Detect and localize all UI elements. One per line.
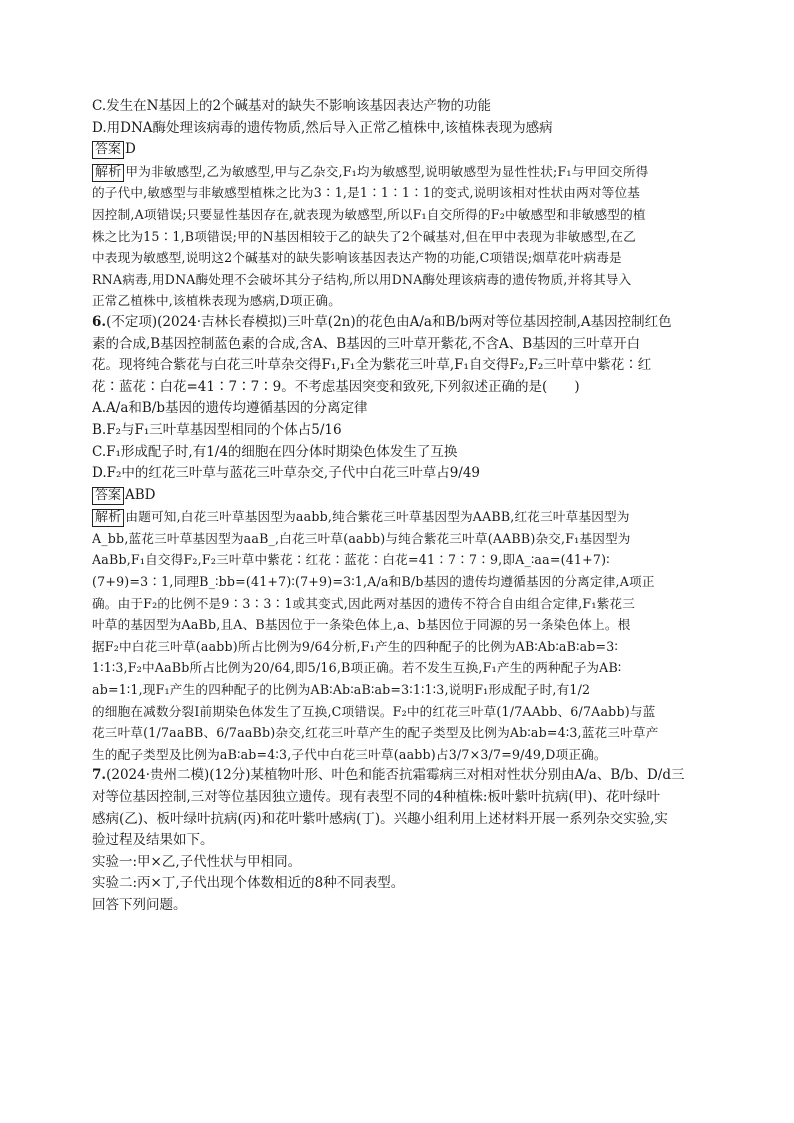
q6-option-b: B.F₂与F₁三叶草基因型相同的个体占5/16 [92,421,342,438]
q7-stem-line: 对等位基因控制,三对等位基因独立遗传。现有表型不同的4种植株:板叶紫叶抗病(甲)、花叶绿叶 [92,789,660,805]
q5-explanation-line: 中表现为敏感型,说明这2个碱基对的缺失影响该基因表达产物的功能,C项错误;烟草花叶病毒是 [92,250,622,266]
q5-option-d: D.用DNA酶处理该病毒的遗传物质,然后导入正常乙植株中,该植株表现为感病 [92,119,553,136]
q7-experiment-2: 实验二:丙×丁,子代出现个体数相近的8种不同表型。 [92,875,405,892]
answer-tag: 答案 [92,487,124,505]
q6-explanation-line: AaBb,F₁自交得F₂,F₂三叶草中紫花∶红花∶蓝花∶白花=41∶7∶7∶9,即A_∶aa=(41+7)∶ [92,552,610,568]
q5-explanation-line: RNA病毒,用DNA酶处理不会破坏其分子结构,所以用DNA酶处理该病毒的遗传物质,并将其导入 [92,271,632,287]
q6-stem-line: 6.(不定项)(2024·吉林长春模拟)三叶草(2n)的花色由A/a和B/b两对等位基因控制,A基因控制红色 [92,313,672,330]
document-page [92,96,708,917]
q5-explanation-line: 正常乙植株中,该植株表现为感病,D项正确。 [92,293,341,309]
q6-option-c: C.F₁形成配子时,有1/4的细胞在四分体时期染色体发生了互换 [92,443,458,460]
q6-explanation-line: 的细胞在减数分裂Ⅰ前期染色体发生了互换,C项错误。F₂中的红花三叶草(1/7AAbb、6/7Aabb)与蓝 [92,703,656,719]
q5-answer [92,139,708,161]
q6-stem-line: 花。现将纯合紫花与白花三叶草杂交得F₁,F₁全为紫花三叶草,F₁自交得F₂,F₂三叶草中紫花∶红 [92,357,652,374]
q6-explanation [92,506,708,765]
q6-answer [92,485,708,507]
q6-explanation-line: 解析 由题可知,白花三叶草基因型为aabb,纯合紫花三叶草基因型为AABB,红花三叶草基因型为 [92,506,708,528]
q6-option-a: A.A/a和B/b基因的遗传均遵循基因的分离定律 [92,400,368,417]
q6-stem [92,312,708,398]
q6-option-d: D.F₂中的红花三叶草与蓝花三叶草杂交,子代中白花三叶草占9/49 [92,465,481,482]
q5-explanation-line: 因控制,A项错误;只要显性基因存在,就表现为敏感型,所以F₁自交所得的F₂中敏感型和非敏感型的植 [92,206,646,222]
q6-explanation-line: 1∶1∶3,F₂中AaBb所占比例为20/64,即5/16,B项正确。若不发生互换,F₁产生的两种配子为AB∶ [92,660,622,676]
q6-stem-line: 素的合成,B基因控制蓝色素的合成,含A、B基因的三叶草开紫花,不含A、B基因的三叶草开白 [92,335,641,352]
q7-stem-line: 验过程及结果如下。 [92,832,214,849]
q7-prompt: 回答下列问题。 [92,896,187,913]
q6-stem-line: 花∶蓝花∶白花=41∶7∶7∶9。不考虑基因突变和致死,下列叙述正确的是( ) [92,378,580,395]
q7-stem-line: 7.(2024·贵州二模)(12分)某植物叶形、叶色和能否抗霜霉病三对相对性状分别由A/a、B/b、D/d三 [92,767,685,784]
explain-tag: 解析 [92,509,124,527]
q6-explanation-line: ab=1∶1,现F₁产生的四种配子的比例为AB∶Ab∶aB∶ab=3∶1∶1∶3,说明F₁形成配子时,有1/2 [92,682,591,698]
q7-experiment-1: 实验一:甲×乙,子代性状与甲相同。 [92,853,302,870]
explain-tag: 解析 [92,164,124,182]
q7-stem-line: 感病(乙)、板叶绿叶抗病(丙)和花叶紫叶感病(丁)。兴趣小组利用上述材料开展一系列杂交实验,实 [92,810,668,827]
q5-explanation [92,161,708,312]
q5-explanation-line: 株之比为15∶1,B项错误;甲的N基因相较于乙的缺失了2个碱基对,但在甲中表现为非敏感型,在乙 [92,228,636,244]
q6-number: 6. [92,313,107,330]
q5-explanation-line: 的子代中,敏感型与非敏感型植株之比为3∶1,是1∶1∶1∶1的变式,说明该相对性状由两对等位基 [92,185,641,201]
q5-explanation-line: 解析 甲为非敏感型,乙为敏感型,甲与乙杂交,F₁均为敏感型,说明敏感型为显性性状;F₁与甲回交所得 [92,161,708,183]
answer-tag: 答案 [92,141,124,159]
q6-explanation-line: 生的配子类型及比例为aB∶ab=4∶3,子代中白花三叶草(aabb)占3/7×3/7=9/49,D项正确。 [92,746,607,762]
q6-answer-value: ABD [125,486,156,503]
q6-explanation-line: A_bb,蓝花三叶草基因型为aaB_,白花三叶草(aabb)与纯合紫花三叶草(AABB)杂交,F₁基因型为 [92,530,631,546]
q6-explanation-line: 据F₂中白花三叶草(aabb)所占比例为9/64分析,F₁产生的四种配子的比例为AB∶Ab∶aB∶ab=3∶ [92,638,618,654]
q7-number: 7. [92,767,107,784]
q5-answer-value: D [125,141,136,158]
q6-explanation-line: (7+9)=3∶1,同理B_∶bb=(41+7)∶(7+9)=3∶1,A/a和B/b基因的遗传均遵循基因的分离定律,A项正 [92,574,655,590]
q6-explanation-line: 花三叶草(1/7aaBB、6/7aaBb)杂交,红花三叶草产生的配子类型及比例为Ab∶ab=4∶3,蓝花三叶草产 [92,725,659,741]
q7-stem [92,765,708,851]
q6-explanation-line: 叶草的基因型为AaBb,且A、B基因位于一条染色体上,a、b基因位于同源的另一条染色体上。根 [92,617,631,633]
q6-explanation-line: 确。由于F₂的比例不是9∶3∶3∶1或其变式,因此两对基因的遗传不符合自由组合定律,F₁紫花三 [92,595,635,611]
q5-option-c: C.发生在N基因上的2个碱基对的缺失不影响该基因表达产物的功能 [92,98,492,114]
